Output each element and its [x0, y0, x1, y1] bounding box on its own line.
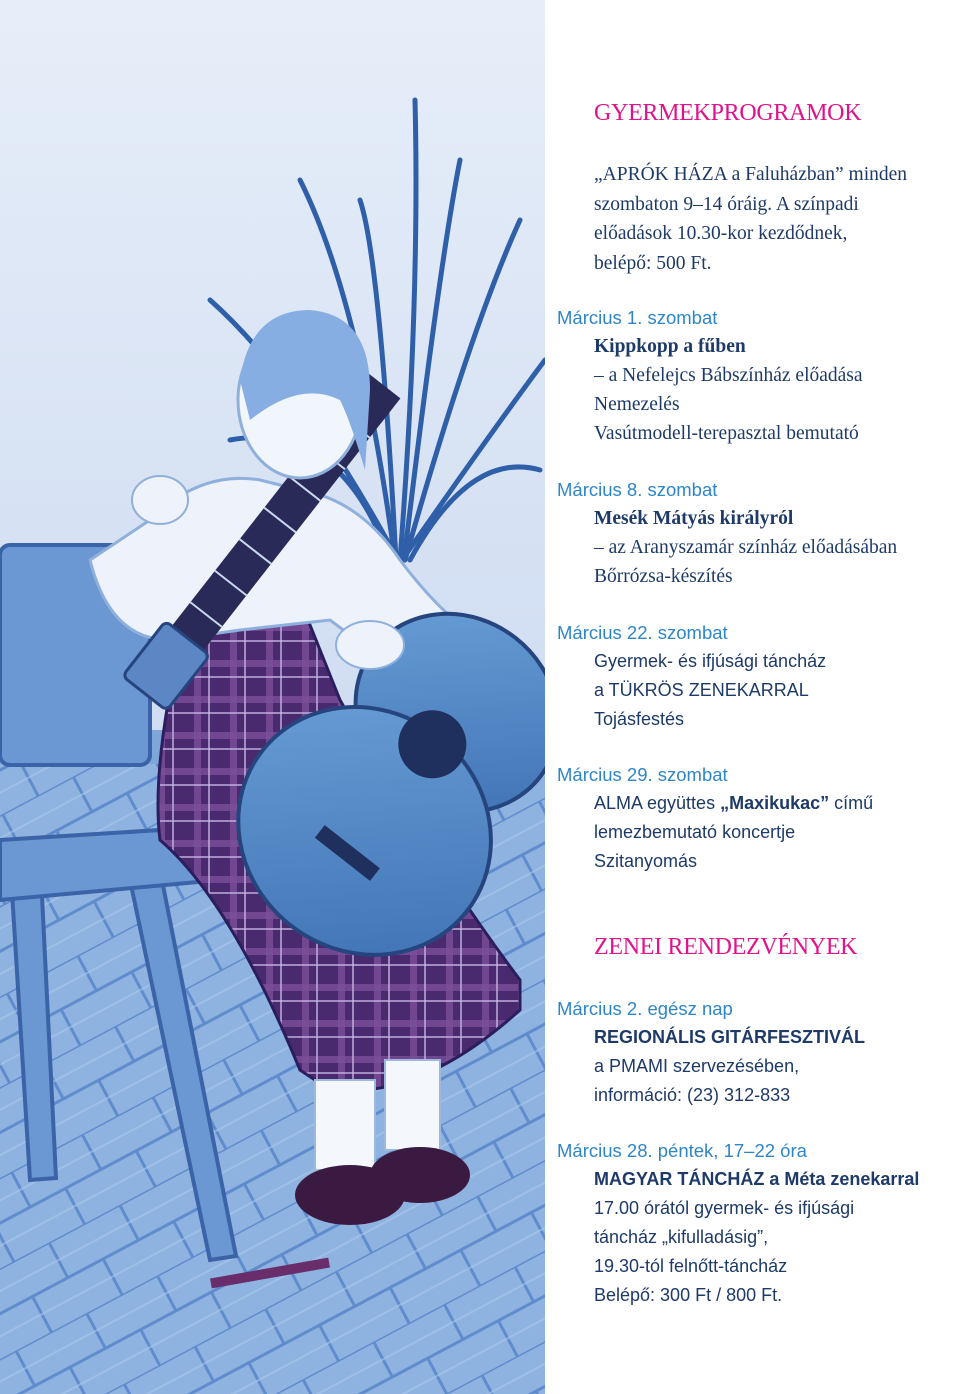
event-date: Március 8. szombat: [557, 479, 718, 500]
music-events-heading: ZENEI RENDEZVÉNYEK: [594, 934, 858, 960]
event-title: MAGYAR TÁNCHÁZ a Méta zenekarral: [594, 1169, 920, 1189]
alma-after: című: [829, 793, 874, 813]
event-title: Kippkopp a fűben: [594, 336, 746, 357]
event-line: a TÜKRÖS ZENEKARRAL: [594, 680, 809, 700]
event-line: Vasútmodell-terepasztal bemutató: [594, 423, 859, 444]
event-line: lemezbemutató koncertje: [594, 822, 796, 842]
event-march-1: [557, 303, 957, 448]
event-title: Mesék Mátyás királyról: [594, 508, 794, 529]
intro-line: belépő: 500 Ft.: [594, 252, 712, 274]
event-march-22: [557, 618, 957, 734]
event-march-8: [557, 475, 957, 591]
event-alma-line: [594, 789, 957, 818]
event-march-2: [557, 994, 957, 1110]
event-line: a PMAMI szervezésében,: [594, 1056, 800, 1076]
intro-line: szombaton 9–14 óráig. A színpadi: [594, 193, 859, 215]
event-line: Nemezelés: [594, 394, 680, 415]
event-line: Szitanyomás: [594, 851, 698, 871]
children-programs-heading: GYERMEKPROGRAMOK: [594, 100, 862, 126]
event-line: Belépő: 300 Ft / 800 Ft.: [594, 1285, 783, 1305]
event-date: Március 22. szombat: [557, 622, 728, 643]
event-title: REGIONÁLIS GITÁRFESZTIVÁL: [594, 1027, 866, 1047]
event-line: – az Aranyszamár színház előadásában: [594, 537, 898, 558]
event-date: Március 2. egész nap: [557, 998, 733, 1019]
event-line: Gyermek- és ifjúsági táncház: [594, 651, 827, 671]
event-date: Március 29. szombat: [557, 764, 728, 785]
event-line: 17.00 órától gyermek- és ifjúsági: [594, 1198, 855, 1218]
event-line: 19.30-tól felnőtt-táncház: [594, 1256, 788, 1276]
event-line: Bőrrózsa-készítés: [594, 566, 733, 587]
event-date: Március 1. szombat: [557, 307, 718, 328]
event-line: táncház „kifulladásig”,: [594, 1227, 769, 1247]
intro-line: „APRÓK HÁZA a Faluházban” minden: [594, 164, 908, 185]
event-march-29: [557, 760, 957, 876]
intro-line: előadások 10.30-kor kezdődnek,: [594, 223, 848, 244]
alma-title: „Maxikukac”: [720, 793, 830, 813]
event-line: Tojásfestés: [594, 709, 685, 729]
alma-before: ALMA együttes: [594, 793, 721, 813]
event-march-28: [557, 1136, 957, 1310]
event-date: Március 28. péntek, 17–22 óra: [557, 1140, 807, 1161]
children-intro: [594, 160, 954, 278]
event-line: információ: (23) 312-833: [594, 1085, 791, 1105]
event-line: – a Nefelejcs Bábszínház előadása: [594, 365, 863, 386]
